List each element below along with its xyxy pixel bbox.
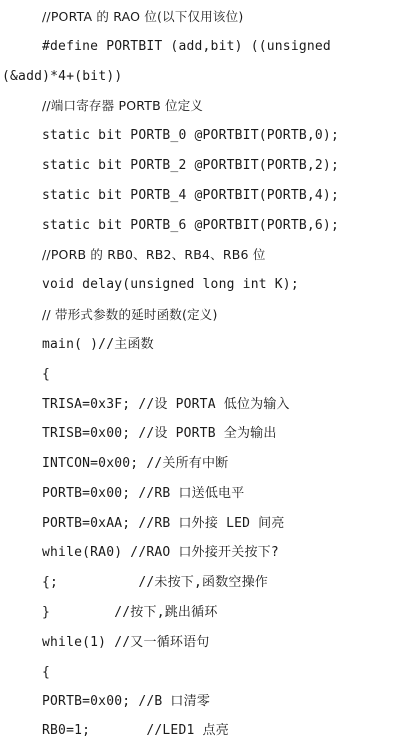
code-line-1: //PORTA 的 RAO 位(以下仅用该位) bbox=[42, 9, 244, 24]
code-line-4: //端口寄存器 PORTB 位定义 bbox=[42, 98, 204, 113]
code-line-14: TRISA=0x3F; //设 PORTA 低位为输入 bbox=[42, 397, 290, 412]
code-line-19: while(RA0) //RAO 口外接开关按下? bbox=[42, 545, 279, 560]
code-line-5: static bit PORTB_0 @PORTBIT(PORTB,0); bbox=[42, 128, 339, 143]
code-line-17: PORTB=0x00; //RB 口送低电平 bbox=[42, 486, 245, 501]
code-line-21: } //按下,跳出循环 bbox=[42, 605, 218, 620]
code-line-16: INTCON=0x00; //关所有中断 bbox=[42, 456, 229, 471]
code-line-18: PORTB=0xAA; //RB 口外接 LED 间亮 bbox=[42, 516, 285, 531]
code-line-20: {; //未按下,函数空操作 bbox=[42, 575, 268, 590]
code-line-3: (&add)*4+(bit)) bbox=[2, 69, 123, 84]
code-line-23: { bbox=[42, 665, 51, 680]
code-line-12: main( )//主函数 bbox=[42, 337, 154, 352]
code-line-13: { bbox=[42, 367, 51, 382]
code-line-24: PORTB=0x00; //B 口清零 bbox=[42, 694, 211, 709]
code-line-9: //PORB 的 RB0、RB2、RB4、RB6 位 bbox=[42, 247, 266, 262]
code-line-2: #define PORTBIT (add,bit) ((unsigned bbox=[42, 39, 331, 54]
code-line-15: TRISB=0x00; //设 PORTB 全为输出 bbox=[42, 426, 277, 441]
code-line-25: RB0=1; //LED1 点亮 bbox=[42, 723, 229, 738]
code-line-10: void delay(unsigned long int K); bbox=[42, 277, 299, 292]
code-line-6: static bit PORTB_2 @PORTBIT(PORTB,2); bbox=[42, 158, 339, 173]
code-line-7: static bit PORTB_4 @PORTBIT(PORTB,4); bbox=[42, 188, 339, 203]
code-line-22: while(1) //又一循环语句 bbox=[42, 635, 210, 650]
code-line-11: // 带形式参数的延时函数(定义) bbox=[42, 307, 218, 322]
code-line-8: static bit PORTB_6 @PORTBIT(PORTB,6); bbox=[42, 218, 339, 233]
